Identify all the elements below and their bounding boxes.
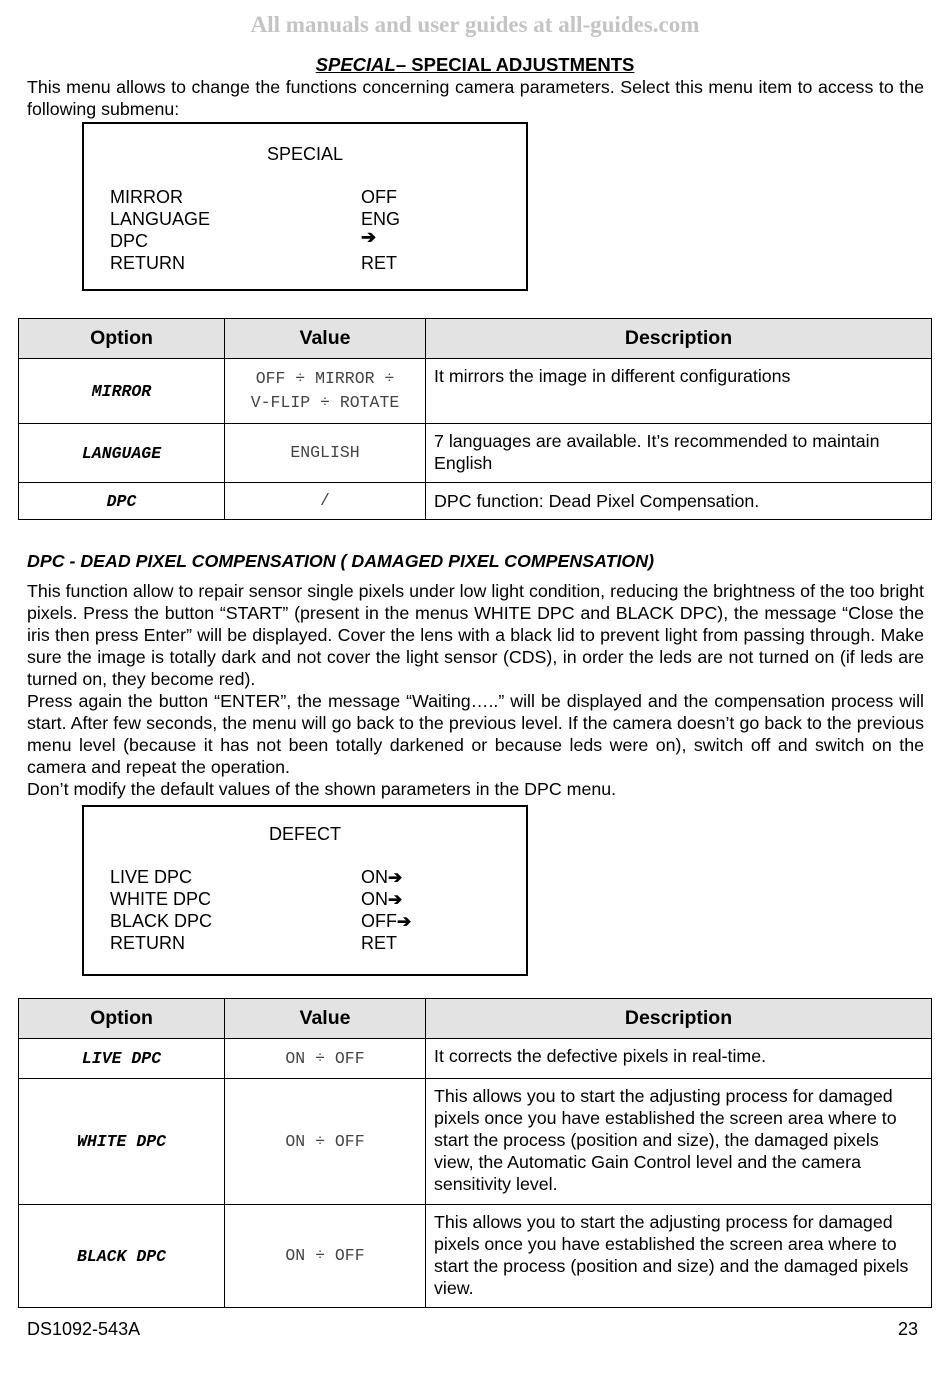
arrow-right-icon: ➔ (397, 912, 412, 931)
header-value: Value (225, 999, 426, 1039)
table-row (19, 424, 932, 483)
table-row (19, 483, 932, 520)
dpc-description (27, 580, 924, 800)
option-cell: LANGUAGE (19, 424, 225, 483)
menu-row-value: OFF (361, 187, 397, 207)
defect-menu-box (82, 805, 528, 976)
table-header-row (19, 999, 932, 1039)
document-code: DS1092-543A (27, 1319, 141, 1339)
menu-row-value (361, 911, 411, 932)
option-cell: LIVE DPC (19, 1039, 225, 1079)
dpc-paragraph: Don’t modify the default values of the shown parameters in the DPC menu. (27, 779, 617, 799)
menu-row-label: LANGUAGE (110, 209, 211, 229)
header-option: Option (19, 319, 225, 359)
description-cell: This allows you to start the adjusting process for damaged pixels once you have established the screen area where to start the process (position and size), the damaged pixels view, the Automatic Gain Control level and the camera sensitivity level. (426, 1079, 932, 1205)
menu-row-label: MIRROR (110, 187, 183, 207)
dpc-paragraph: Press again the button “ENTER”, the message “Waiting…..” will be displayed and the compensation process will start. After few seconds, the menu will go back to the previous level. If the camera doesn’t go back to the previous menu level (because it has not been totally darkened or because leds were on), switch off and switch on the camera and repeat the operation. (27, 691, 924, 777)
description-cell: This allows you to start the adjusting process for damaged pixels once you have established the screen area where to start the process (position and size) and the damaged pixels view. (426, 1205, 932, 1308)
menu-row-value (361, 889, 402, 910)
option-cell: DPC (19, 483, 225, 520)
watermark: All manuals and user guides at all-guides.com (250, 12, 700, 37)
description-cell: It mirrors the image in different configurations (426, 359, 932, 424)
value-line: OFF ÷ MIRROR ÷ (255, 369, 395, 388)
menu-row-white-dpc (110, 889, 510, 911)
option-cell: WHITE DPC (19, 1079, 225, 1205)
page-heading (0, 54, 950, 76)
value-cell: ON ÷ OFF (225, 1039, 426, 1079)
header-option: Option (19, 999, 225, 1039)
header-description: Description (426, 319, 932, 359)
menu-row-value: ENG (361, 209, 401, 229)
menu-row-label: LIVE DPC (110, 867, 193, 887)
header-value: Value (225, 319, 426, 359)
defect-menu-title: DEFECT (269, 824, 341, 844)
value-text: OFF (361, 911, 397, 931)
heading-rest: – SPECIAL ADJUSTMENTS (395, 54, 635, 75)
arrow-right-icon: ➔ (388, 868, 403, 887)
value-cell (225, 359, 426, 424)
intro-paragraph (27, 76, 924, 120)
description-cell: 7 languages are available. It’s recommended to maintain English (426, 424, 932, 483)
menu-row-dpc (110, 227, 510, 253)
menu-row-value (361, 867, 402, 888)
page-number: 23 (897, 1319, 918, 1339)
table-header-row (19, 319, 932, 359)
header-description: Description (426, 999, 932, 1039)
value-cell: ON ÷ OFF (225, 1079, 426, 1205)
arrow-right-icon: ➔ (361, 227, 377, 247)
menu-row-label: RETURN (110, 253, 185, 273)
menu-row-value: RET (361, 253, 397, 273)
special-options-table (18, 318, 932, 520)
dpc-options-table (18, 998, 932, 1308)
intro-text: This menu allows to change the functions concerning camera parameters. Select this menu item to access to the following submenu: (27, 77, 924, 119)
table-row (19, 1205, 932, 1308)
menu-row-label: DPC (110, 231, 149, 251)
description-cell: It corrects the defective pixels in real-time. (426, 1039, 932, 1079)
value-text: ON (361, 889, 388, 909)
description-cell: DPC function: Dead Pixel Compensation. (426, 483, 932, 520)
value-line: V-FLIP ÷ ROTATE (250, 393, 400, 412)
menu-row-live-dpc (110, 867, 510, 889)
value-cell: ON ÷ OFF (225, 1205, 426, 1308)
menu-row-label: WHITE DPC (110, 889, 211, 909)
table-row (19, 1079, 932, 1205)
menu-row-value: RET (361, 933, 397, 953)
arrow-right-icon: ➔ (388, 890, 403, 909)
menu-row-black-dpc (110, 911, 510, 933)
special-menu-title: SPECIAL (266, 144, 344, 164)
option-cell: BLACK DPC (19, 1205, 225, 1308)
menu-row-return (110, 253, 510, 275)
table-row (19, 1039, 932, 1079)
value-cell: / (225, 483, 426, 520)
dpc-paragraph: This function allow to repair sensor single pixels under low light condition, reducing the brightness of the too bright pixels. Press the button “START” (present in the menus WHITE DPC and BLACK DPC), the message “Close the iris then press Enter” will be displayed. Cover the lens with a black lid to prevent light from passing through. Make sure the image is totally dark and not cover the light sensor (CDS), in order the leds are not turned on (if leds are turned on, they become red). (27, 581, 924, 689)
heading-italic: SPECIAL (315, 54, 396, 75)
option-cell: MIRROR (19, 359, 225, 424)
menu-row-label: RETURN (110, 933, 185, 953)
menu-row-return (110, 933, 510, 955)
menu-row-mirror (110, 187, 510, 209)
menu-row-language (110, 209, 510, 231)
menu-row-label: BLACK DPC (110, 911, 213, 931)
table-row (19, 359, 932, 424)
special-menu-box (82, 122, 528, 291)
value-cell: ENGLISH (225, 424, 426, 483)
value-text: ON (361, 867, 388, 887)
dpc-heading: DPC - DEAD PIXEL COMPENSATION ( DAMAGED PIXEL COMPENSATION) (27, 551, 654, 571)
